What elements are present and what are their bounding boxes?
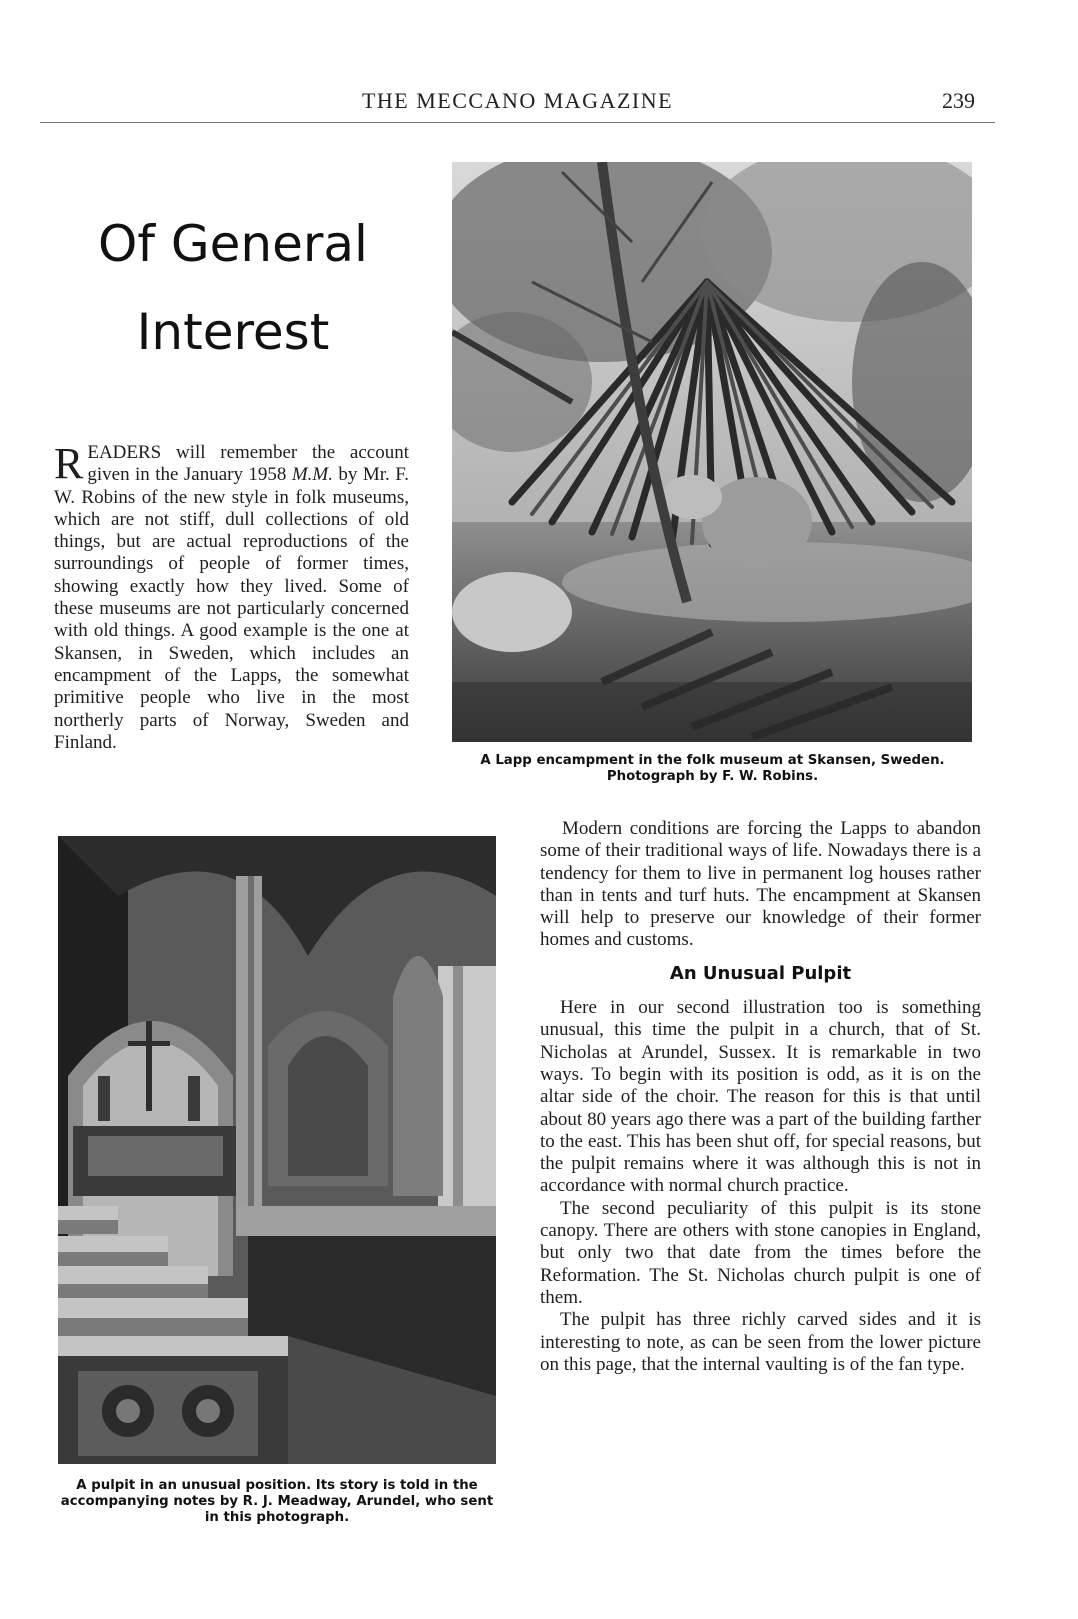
paragraph-pulpit-1: Here in our second illustration too is something unusual, this time the pulpit in a church, that of St. Nicholas at Arundel, Sussex. It is remarkable in two ways. To begin with its position is odd, as it is on the altar side of the choir. The reason for this is that until about 80 years ago there was a part of the building farther to the east. This has been shut off, for special reasons, but the pulpit remains where it was although this is not in accordance with normal church practice. — [540, 997, 981, 1197]
pulpit-photo-caption: A pulpit in an unusual position. Its story is told in the accompanying notes by R. J. Meadway, Arundel, who sent in this photograph. — [60, 1478, 494, 1525]
lapp-encampment-illustration — [452, 162, 972, 742]
paragraph-pulpit-3: The pulpit has three richly carved sides and it is interesting to note, as can be seen from the lower picture on this page, that the internal vaulting is of the fan type. — [540, 1309, 981, 1375]
intro-text-a: EADERS will remember the account given in the January 1958 — [87, 442, 409, 486]
lapp-photo-caption — [445, 753, 980, 785]
church-interior-illustration — [58, 836, 496, 1464]
subheading-unusual-pulpit: An Unusual Pulpit — [669, 962, 852, 984]
church-pulpit-photo — [58, 836, 496, 1464]
magazine-title: THE MECCANO MAGAZINE — [361, 88, 674, 113]
intro-mm: M.M. — [291, 464, 333, 486]
right-column — [540, 818, 981, 1376]
page-number: 239 — [942, 88, 975, 113]
intro-paragraph — [54, 439, 410, 754]
intro-text-b: by Mr. F. W. Robins of the new style in folk museums, which are not stiff, dull collections of old things, but are actual reproductions of the surroundings of people of former times, showing exactly how they lived. Some of these museums are not particularly concerned with old things. A good example is the one at Skansen, in Sweden, which includes an encampment of the Lapps, the somewhat primitive people who live in the most northerly parts of Norway, Sweden and Finland. — [54, 464, 410, 753]
paragraph-pulpit-2: The second peculiarity of this pulpit is its stone canopy. There are others with stone canopies in England, but only two that date from the times before the Reformation. The St. Nicholas church pulpit is one of them. — [540, 1197, 981, 1308]
lapp-encampment-photo — [452, 162, 972, 742]
lapp-caption-line1: A Lapp encampment in the folk museum at Skansen, Sweden. — [480, 753, 945, 768]
page-header — [40, 86, 995, 123]
paragraph-modern-conditions: Modern conditions are forcing the Lapps to abandon some of their traditional ways of life. Nowadays there is a tendency for them to live in permanent log houses rather than in tents and turf huts. The encampment at Skansen will help to preserve our knowledge of their former homes and customs. — [540, 818, 981, 951]
lapp-caption-line2: Photograph by F. W. Robins. — [606, 769, 819, 784]
article-title — [58, 200, 408, 376]
article-title-line1: Of General — [98, 215, 368, 273]
drop-cap: R — [54, 439, 84, 488]
article-title-line2: Interest — [136, 303, 330, 361]
